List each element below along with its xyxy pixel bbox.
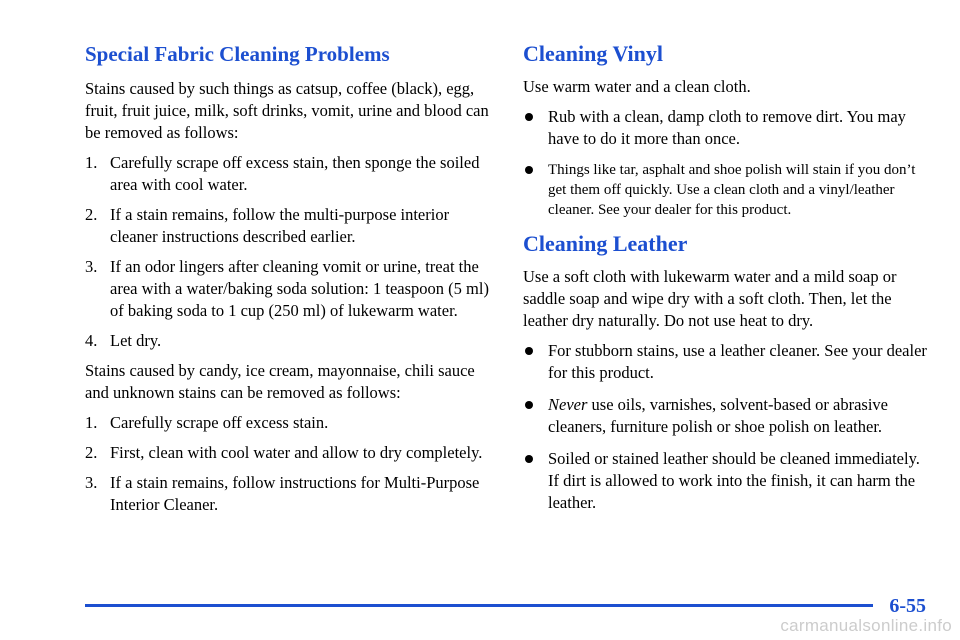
step-text: If an odor lingers after cleaning vomit or urine, treat the area with a water/baking soda solution: 1 teaspoon (5 ml) of baking soda to 1 cup (250 ml) of lukewarm water. bbox=[110, 257, 489, 320]
bullet-icon bbox=[525, 347, 533, 355]
step-item bbox=[85, 412, 495, 434]
vinyl-bullet-list bbox=[523, 106, 933, 220]
emphasis-never: Never bbox=[548, 395, 588, 414]
bullet-text: For stubborn stains, use a leather cleaner. See your dealer for this product. bbox=[548, 341, 927, 382]
bullet-text: Soiled or stained leather should be cleaned immediately. If dirt is allowed to work into the finish, it can harm the leather. bbox=[548, 449, 920, 512]
page-number: 6-55 bbox=[889, 595, 926, 617]
bullet-item bbox=[523, 340, 933, 384]
bullet-text: use oils, varnishes, solvent‑based or abrasive cleaners, furniture polish or shoe polish on leather. bbox=[548, 395, 888, 436]
bullet-icon bbox=[525, 166, 533, 174]
bullet-icon bbox=[525, 455, 533, 463]
step-number: 1. bbox=[85, 413, 98, 432]
bullet-text: Rub with a clean, damp cloth to remove dirt. You may have to do it more than once. bbox=[548, 107, 906, 148]
step-item bbox=[85, 204, 495, 248]
step-text: First, clean with cool water and allow to dry completely. bbox=[110, 443, 483, 462]
step-number: 3. bbox=[85, 473, 98, 492]
step-text: Carefully scrape off excess stain, then sponge the soiled area with cool water. bbox=[110, 153, 480, 194]
section-heading-special-fabric: Special Fabric Cleaning Problems bbox=[85, 42, 390, 66]
intro-paragraph-2: Stains caused by candy, ice cream, mayonnaise, chili sauce and unknown stains can be removed as follows: bbox=[85, 361, 475, 402]
leather-intro: Use a soft cloth with lukewarm water and a mild soap or saddle soap and wipe dry with a soft cloth. Then, let the leather dry naturally. Do not use heat to dry. bbox=[523, 267, 897, 330]
step-number: 2. bbox=[85, 205, 98, 224]
steps-list-2 bbox=[85, 412, 495, 516]
step-item bbox=[85, 152, 495, 196]
left-column bbox=[85, 40, 495, 524]
right-column bbox=[523, 40, 933, 524]
bullet-item bbox=[523, 448, 933, 514]
step-text: Let dry. bbox=[110, 331, 162, 350]
step-item bbox=[85, 472, 495, 516]
section-heading-cleaning-leather: Cleaning Leather bbox=[523, 231, 688, 256]
step-number: 3. bbox=[85, 257, 98, 276]
step-text: Carefully scrape off excess stain. bbox=[110, 413, 329, 432]
bullet-item bbox=[523, 160, 933, 220]
bullet-item bbox=[523, 394, 933, 438]
step-text: If a stain remains, follow the multi‑purpose interior cleaner instructions described earlier. bbox=[110, 205, 450, 246]
bullet-icon bbox=[525, 113, 533, 121]
step-item bbox=[85, 256, 495, 322]
watermark-text: carmanualsonline.info bbox=[780, 616, 952, 635]
step-number: 2. bbox=[85, 443, 98, 462]
step-number: 1. bbox=[85, 153, 98, 172]
bullet-text: Things like tar, asphalt and shoe polish will stain if you don’t get them off quickly. Use a clean cloth and a vinyl/leather cleaner. See your dealer for this product. bbox=[548, 162, 916, 218]
steps-list-1 bbox=[85, 152, 495, 352]
bullet-icon bbox=[525, 401, 533, 409]
intro-paragraph-1: Stains caused by such things as catsup, coffee (black), egg, fruit, fruit juice, milk, soft drinks, vomit, urine and blood can be removed as follows: bbox=[85, 79, 489, 142]
footer-divider bbox=[85, 604, 873, 607]
bullet-item bbox=[523, 106, 933, 150]
step-item bbox=[85, 442, 495, 464]
step-text: If a stain remains, follow instructions for Multi‑Purpose Interior Cleaner. bbox=[110, 473, 480, 514]
section-heading-cleaning-vinyl: Cleaning Vinyl bbox=[523, 41, 663, 66]
vinyl-intro: Use warm water and a clean cloth. bbox=[523, 77, 751, 96]
step-number: 4. bbox=[85, 331, 98, 350]
leather-bullet-list bbox=[523, 340, 933, 514]
step-item bbox=[85, 330, 495, 352]
